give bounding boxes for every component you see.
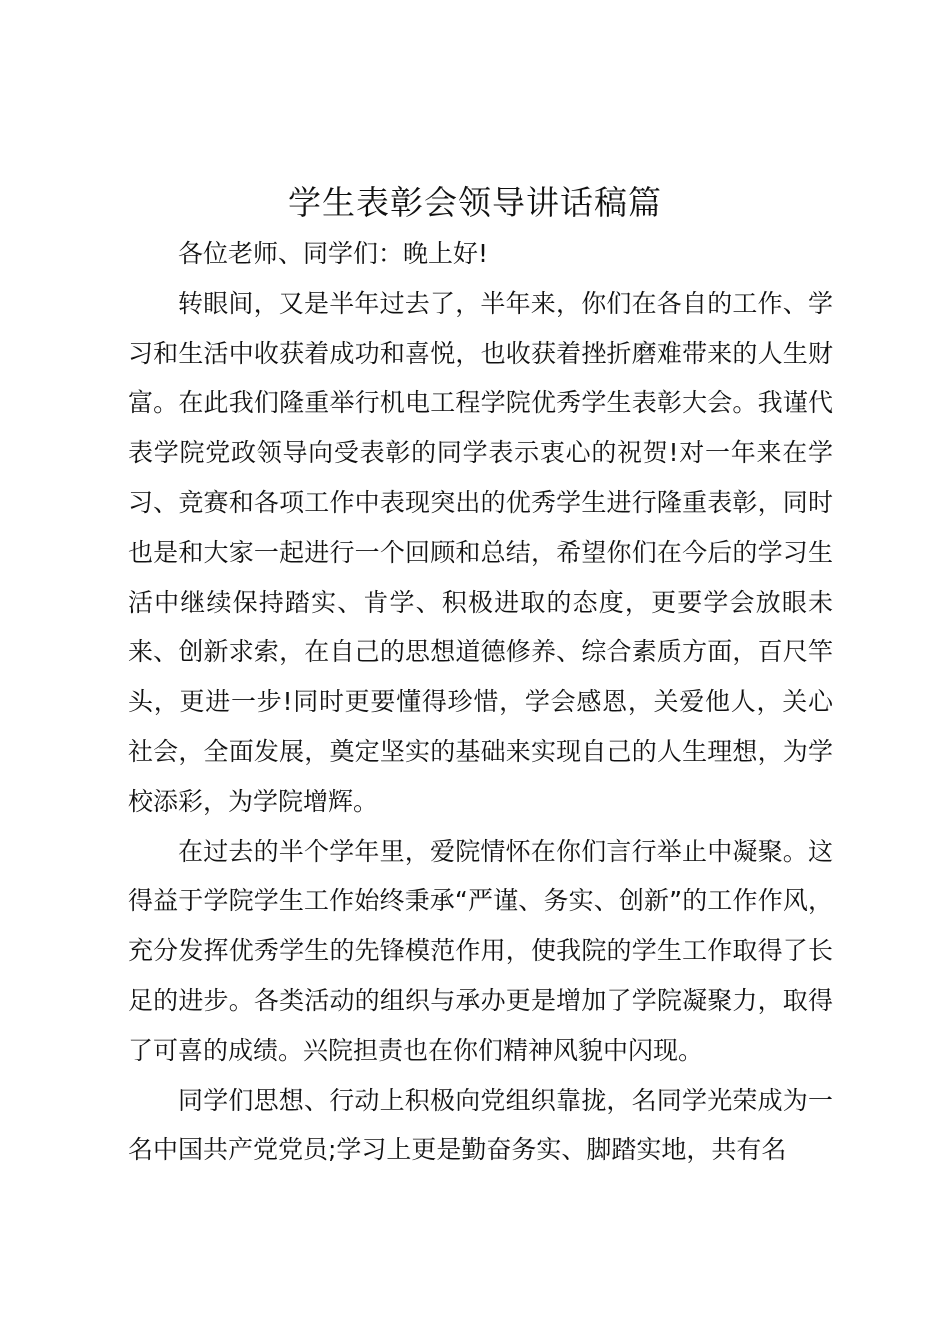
- document-body: [128, 229, 833, 1175]
- paragraph-1: 转眼间，又是半年过去了，半年来，你们在各自的工作、学习和生活中收获着成功和喜悦，也收获着挫折磨难带来的人生财富。在此我们隆重举行机电工程学院优秀学生表彰大会。我谨代表学院党政领导向受表彰的同学表示衷心的祝贺!对一年来在学习、竞赛和各项工作中表现突出的优秀学生进行隆重表彰，同时也是和大家一起进行一个回顾和总结，希望你们在今后的学习生活中继续保持踏实、肯学、积极进取的态度，更要学会放眼未来、创新求索，在自己的思想道德修养、综合素质方面，百尺竿头，更进一步!同时更要懂得珍惜，学会感恩，关爱他人，关心社会，全面发展，奠定坚实的基础来实现自己的人生理想，为学校添彩，为学院增辉。: [128, 288, 833, 816]
- paragraph-greeting: 各位老师、同学们：晚上好!: [178, 239, 489, 268]
- document-title: 学生表彰会领导讲话稿篇: [288, 183, 662, 222]
- paragraph-3: 同学们思想、行动上积极向党组织靠拢，名同学光荣成为一名中国共产党党员;学习上更是勤奋务实、脚踏实地，共有名: [128, 1085, 833, 1165]
- paragraph-2: 在过去的半个学年里，爱院情怀在你们言行举止中凝聚。这得益于学院学生工作始终秉承“严谨、务实、创新”的工作作风，充分发挥优秀学生的先锋模范作用，使我院的学生工作取得了长足的进步。各类活动的组织与承办更是增加了学院凝聚力，取得了可喜的成绩。兴院担责也在你们精神风貌中闪现。: [128, 836, 833, 1065]
